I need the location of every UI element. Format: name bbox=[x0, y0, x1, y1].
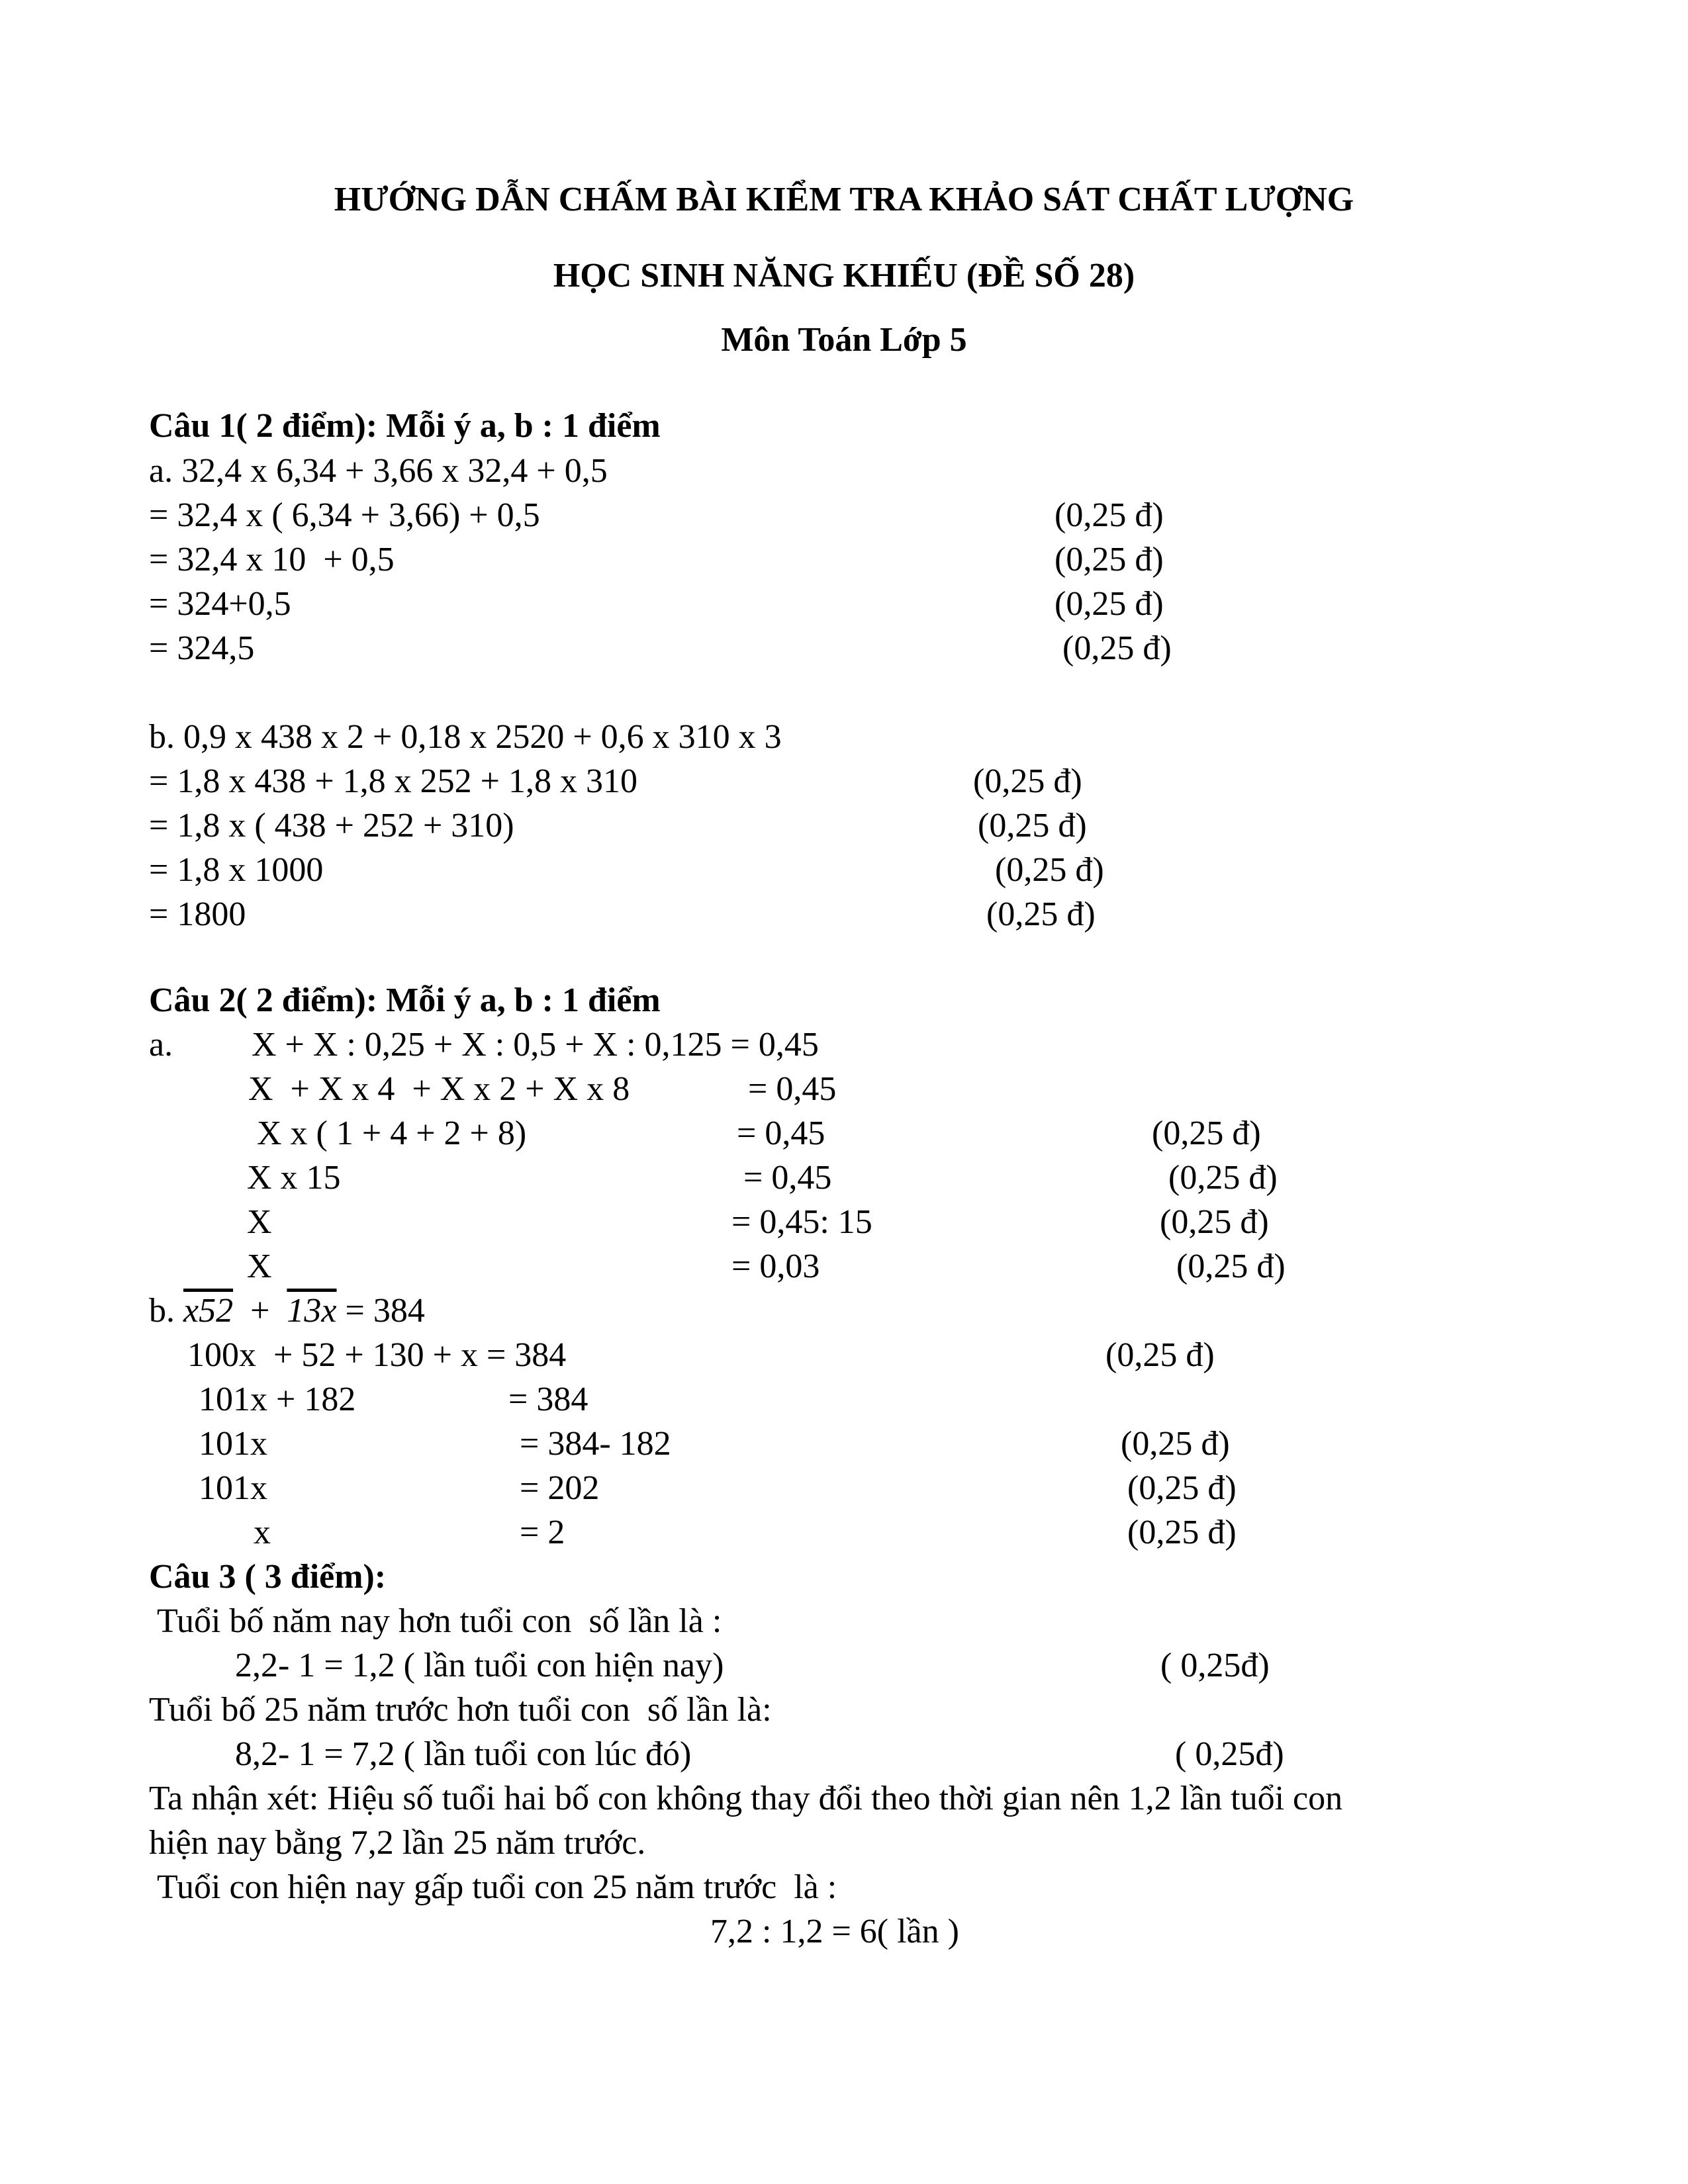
q2b-number-13x: 13x bbox=[287, 1292, 337, 1330]
q2b-label: b. bbox=[149, 1292, 175, 1330]
q2a-row-right: = 0,03 bbox=[731, 1248, 820, 1285]
q2b-row-left: 101x bbox=[199, 1469, 267, 1507]
q2b-points: (0,25 đ) bbox=[1127, 1469, 1237, 1507]
q2b-equation bbox=[149, 1290, 425, 1332]
q2b-points: (0,25 đ) bbox=[1127, 1514, 1237, 1551]
q1b-step: = 1,8 x ( 438 + 252 + 310) bbox=[149, 807, 514, 844]
q1a-step: = 324,5 bbox=[149, 629, 255, 667]
q3-points: ( 0,25đ) bbox=[1160, 1647, 1270, 1684]
q2-heading: Câu 2( 2 điểm): Mỗi ý a, b : 1 điểm bbox=[149, 981, 661, 1019]
q2b-row-left: x bbox=[254, 1514, 271, 1551]
q1a-prompt: a. 32,4 x 6,34 + 3,66 x 32,4 + 0,5 bbox=[149, 452, 608, 490]
q1-heading: Câu 1( 2 điểm): Mỗi ý a, b : 1 điểm bbox=[149, 407, 661, 445]
q2a-points: (0,25 đ) bbox=[1160, 1203, 1269, 1241]
q1a-step: = 32,4 x 10 + 0,5 bbox=[149, 541, 395, 578]
q2b-plus: + bbox=[250, 1292, 270, 1330]
doc-subject: Môn Toán Lớp 5 bbox=[721, 321, 967, 359]
q1b-points: (0,25 đ) bbox=[995, 851, 1104, 889]
q3-points: ( 0,25đ) bbox=[1175, 1735, 1284, 1773]
q2a-row-left: X + X : 0,25 + X : 0,5 + X : 0,125 = 0,45 bbox=[252, 1026, 819, 1064]
q3-line: Tuổi bố 25 năm trước hơn tuổi con số lần là: bbox=[149, 1691, 772, 1729]
q1b-step: = 1800 bbox=[149, 895, 246, 933]
q2a-points: (0,25 đ) bbox=[1176, 1248, 1286, 1285]
q1b-points: (0,25 đ) bbox=[978, 807, 1087, 844]
q2b-row-left: 101x bbox=[199, 1425, 267, 1463]
q1b-points: (0,25 đ) bbox=[986, 895, 1096, 933]
q3-line: Tuổi con hiện nay gấp tuổi con 25 năm trước là : bbox=[149, 1868, 837, 1906]
q1b-points: (0,25 đ) bbox=[973, 762, 1082, 800]
q1a-points: (0,25 đ) bbox=[1062, 629, 1172, 667]
q2a-points: (0,25 đ) bbox=[1168, 1159, 1278, 1197]
q2b-row-right: = 202 bbox=[520, 1469, 600, 1507]
doc-title: HƯỚNG DẪN CHẤM BÀI KIỂM TRA KHẢO SÁT CHẤT LƯỢNG bbox=[334, 181, 1354, 218]
q1b-step: = 1,8 x 1000 bbox=[149, 851, 324, 889]
q1b-step: = 1,8 x 438 + 1,8 x 252 + 1,8 x 310 bbox=[149, 762, 637, 800]
doc-subtitle: HỌC SINH NĂNG KHIẾU (ĐỀ SỐ 28) bbox=[553, 257, 1135, 295]
q2a-row-left: X x 15 bbox=[247, 1159, 341, 1197]
q2a-label: a. bbox=[149, 1026, 173, 1064]
q3-line: Ta nhận xét: Hiệu số tuổi hai bố con không thay đổi theo thời gian nên 1,2 lần tuổi con bbox=[149, 1780, 1343, 1817]
q2a-row-right: = 0,45 bbox=[743, 1159, 832, 1197]
q2a-row-right: = 0,45: 15 bbox=[731, 1203, 872, 1241]
q2b-row-right: = 384 bbox=[508, 1381, 588, 1418]
q2a-points: (0,25 đ) bbox=[1152, 1115, 1261, 1152]
q2b-row-left: 101x + 182 bbox=[199, 1381, 356, 1418]
q1a-step: = 32,4 x ( 6,34 + 3,66) + 0,5 bbox=[149, 496, 540, 534]
q2b-row-left: 100x + 52 + 130 + x = 384 bbox=[187, 1336, 567, 1374]
q1a-points: (0,25 đ) bbox=[1055, 585, 1164, 623]
q3-line: 8,2- 1 = 7,2 ( lần tuổi con lúc đó) bbox=[235, 1735, 692, 1773]
q3-line: Tuổi bố năm nay hơn tuổi con số lần là : bbox=[149, 1602, 722, 1640]
q1a-points: (0,25 đ) bbox=[1055, 496, 1164, 534]
q2a-row-left: X bbox=[247, 1203, 272, 1241]
q2b-number-x52: x52 bbox=[183, 1292, 234, 1330]
q2b-row-right: = 2 bbox=[520, 1514, 565, 1551]
q3-line: 2,2- 1 = 1,2 ( lần tuổi con hiện nay) bbox=[235, 1647, 724, 1684]
q3-line: hiện nay bằng 7,2 lần 25 năm trước. bbox=[149, 1824, 646, 1862]
q2b-points: (0,25 đ) bbox=[1121, 1425, 1230, 1463]
q1a-step: = 324+0,5 bbox=[149, 585, 291, 623]
q2a-row-left: X + X x 4 + X x 2 + X x 8 bbox=[248, 1070, 630, 1108]
q3-line: 7,2 : 1,2 = 6( lần ) bbox=[710, 1913, 959, 1950]
q2a-row-left: X x ( 1 + 4 + 2 + 8) bbox=[257, 1115, 527, 1152]
q2a-row-left: X bbox=[247, 1248, 272, 1285]
q1b-prompt: b. 0,9 x 438 x 2 + 0,18 x 2520 + 0,6 x 310 x 3 bbox=[149, 718, 782, 756]
q2b-result: = 384 bbox=[345, 1292, 425, 1330]
q2a-row-right: = 0,45 bbox=[737, 1115, 825, 1152]
q1a-points: (0,25 đ) bbox=[1055, 541, 1164, 578]
q2a-row-right: = 0,45 bbox=[748, 1070, 837, 1108]
q2b-points: (0,25 đ) bbox=[1105, 1336, 1215, 1374]
q2b-row-right: = 384- 182 bbox=[520, 1425, 671, 1463]
q3-heading: Câu 3 ( 3 điểm): bbox=[149, 1558, 387, 1596]
